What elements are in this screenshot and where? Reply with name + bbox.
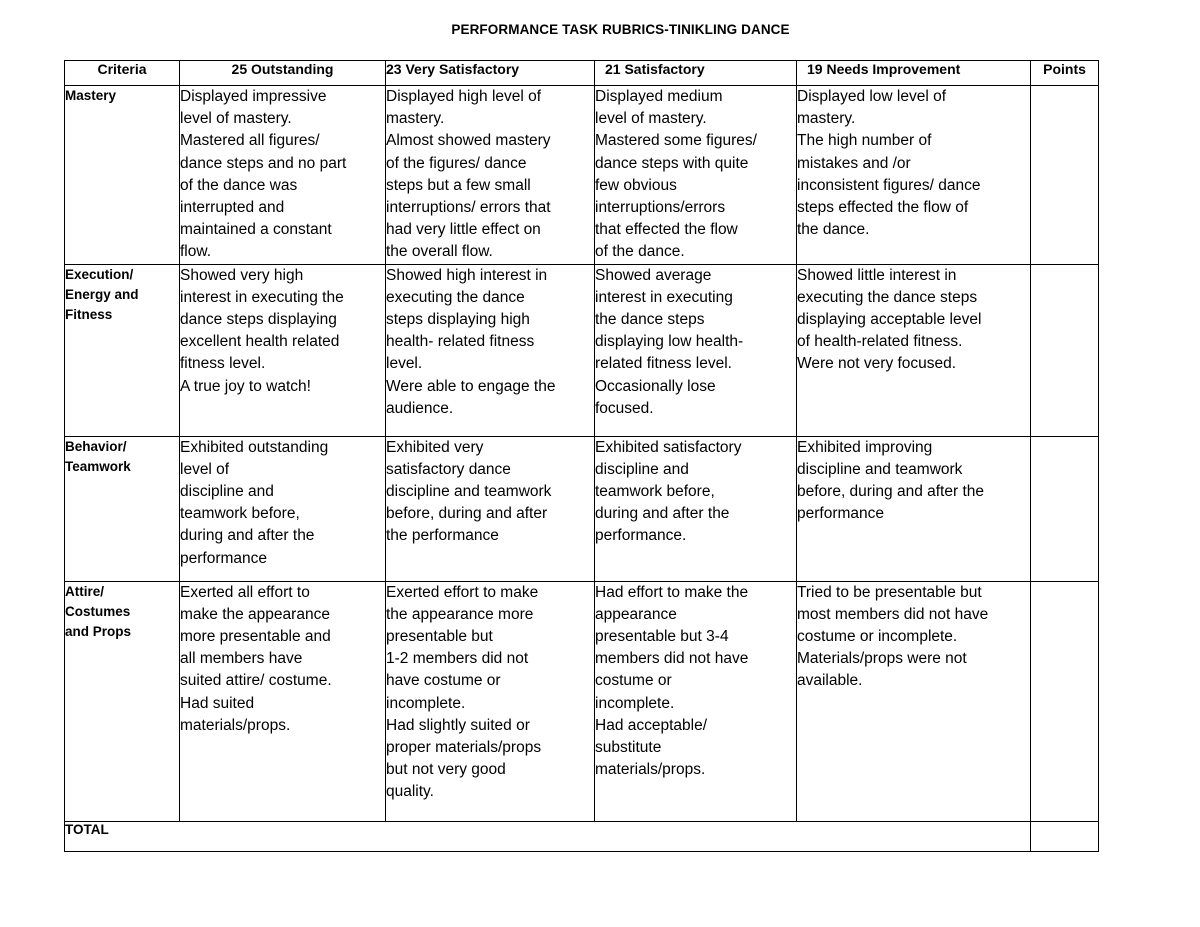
criteria-cell	[65, 436, 180, 581]
description-line: Exhibited satisfactory	[595, 438, 742, 456]
description-line: steps displaying high	[386, 311, 530, 329]
points-cell[interactable]	[1031, 581, 1099, 821]
description-line: the dance steps	[595, 311, 705, 329]
description-line: maintained a constant	[180, 221, 332, 239]
description-line: interrupted and	[180, 199, 285, 217]
description-line: level of mastery.	[180, 110, 292, 128]
criteria-label-line: Teamwork	[65, 458, 131, 474]
description-line: The high number of	[797, 132, 932, 150]
description-line: level of mastery.	[595, 110, 707, 128]
description-line: Showed little interest in	[797, 266, 957, 284]
description-line: mastery.	[797, 110, 856, 128]
description-line: mistakes and /or	[797, 154, 911, 172]
description-line: that effected the flow	[595, 221, 738, 239]
description-line: displaying low health-	[595, 333, 744, 351]
description-line: but not very good	[386, 761, 506, 779]
total-points-cell[interactable]	[1031, 821, 1099, 851]
description-line: Almost showed mastery	[386, 132, 551, 150]
description-line: incomplete.	[595, 694, 675, 712]
description-line: interruptions/ errors that	[386, 199, 551, 217]
description-line: before, during and after the	[797, 483, 984, 501]
description-line: Materials/props were not	[797, 650, 967, 668]
description-line: dance steps with quite	[595, 154, 749, 172]
total-row	[65, 821, 1099, 851]
description-line: displaying acceptable level	[797, 311, 982, 329]
criteria-cell	[65, 86, 180, 265]
cell-outstanding	[180, 86, 386, 265]
description-line: performance.	[595, 527, 687, 545]
description-line: proper materials/props	[386, 739, 542, 757]
cell-very-satisfactory	[386, 86, 595, 265]
description-line: had very little effect on	[386, 221, 541, 239]
cell-satisfactory	[595, 581, 797, 821]
description-line: teamwork before,	[180, 505, 300, 523]
description-line: during and after the	[180, 527, 315, 545]
description-line: discipline and	[595, 460, 689, 478]
description-line: related fitness level.	[595, 355, 732, 373]
description-line: discipline and teamwork	[386, 483, 552, 501]
points-cell[interactable]	[1031, 264, 1099, 436]
criteria-cell	[65, 581, 180, 821]
rubric-table	[64, 60, 1099, 852]
description-line: incomplete.	[386, 694, 466, 712]
description-line: quality.	[386, 783, 434, 801]
description-line: interest in executing the	[180, 288, 344, 306]
description-line: discipline and teamwork	[797, 460, 963, 478]
cell-satisfactory	[595, 86, 797, 265]
description-line: costume or	[595, 672, 672, 690]
description-line: fitness level.	[180, 355, 266, 373]
cell-outstanding	[180, 436, 386, 581]
header-very-satisfactory: 23 Very Satisfactory	[386, 61, 595, 86]
description-line: of the dance was	[180, 176, 298, 194]
description-line: Tried to be presentable but	[797, 583, 982, 601]
cell-needs-improvement	[797, 264, 1031, 436]
description-line: focused.	[595, 399, 654, 417]
description-line: Had slightly suited or	[386, 716, 530, 734]
description-line: dance steps displaying	[180, 311, 337, 329]
row-attire	[65, 581, 1099, 821]
description-line: satisfactory dance	[386, 460, 511, 478]
description-line: interest in executing	[595, 288, 733, 306]
description-line: Displayed high level of	[386, 88, 542, 105]
description-line: executing the dance steps	[797, 288, 978, 306]
points-cell[interactable]	[1031, 436, 1099, 581]
description-line: Showed average	[595, 266, 712, 284]
description-line: Exhibited improving	[797, 438, 933, 456]
cell-needs-improvement	[797, 581, 1031, 821]
description-line: health- related fitness	[386, 333, 535, 351]
description-line: A true joy to watch!	[180, 377, 311, 395]
description-line: all members have	[180, 650, 303, 668]
cell-very-satisfactory	[386, 436, 595, 581]
description-line: Exhibited outstanding	[180, 438, 329, 456]
description-line: teamwork before,	[595, 483, 715, 501]
description-line: mastery.	[386, 110, 445, 128]
description-line: materials/props.	[180, 716, 291, 734]
description-line: Exerted all effort to	[180, 583, 310, 601]
description-line: suited attire/ costume.	[180, 672, 332, 690]
row-execution	[65, 264, 1099, 436]
description-line: Had effort to make the	[595, 583, 749, 601]
description-line: 1-2 members did not	[386, 650, 529, 668]
criteria-cell	[65, 264, 180, 436]
description-line: more presentable and	[180, 628, 331, 646]
description-line: the performance	[386, 527, 499, 545]
header-criteria: Criteria	[65, 61, 180, 86]
description-line: audience.	[386, 399, 454, 417]
description-line: the appearance more	[386, 605, 534, 623]
criteria-label-line: Mastery	[65, 88, 117, 103]
cell-needs-improvement	[797, 86, 1031, 265]
description-line: of health-related fitness.	[797, 333, 963, 351]
criteria-label-line: Attire/	[65, 583, 105, 599]
description-line: performance	[797, 505, 885, 523]
points-cell[interactable]	[1031, 86, 1099, 265]
cell-satisfactory	[595, 264, 797, 436]
document-title: PERFORMANCE TASK RUBRICS-TINIKLING DANCE	[451, 22, 790, 37]
description-line: materials/props.	[595, 761, 706, 779]
description-line: Exerted effort to make	[386, 583, 539, 601]
description-line: presentable but	[386, 628, 493, 646]
description-line: Had acceptable/	[595, 716, 708, 734]
description-line: level.	[386, 355, 423, 373]
header-row	[65, 61, 1099, 86]
description-line: most members did not have	[797, 605, 989, 623]
criteria-label-line: Behavior/	[65, 438, 127, 454]
description-line: discipline and	[180, 483, 274, 501]
description-line: of the dance.	[595, 243, 685, 261]
cell-satisfactory	[595, 436, 797, 581]
total-label: TOTAL	[65, 821, 1031, 851]
description-line: substitute	[595, 739, 662, 757]
description-line: presentable but 3-4	[595, 628, 729, 646]
row-mastery	[65, 86, 1099, 265]
description-line: steps effected the flow of	[797, 199, 969, 217]
description-line: before, during and after	[386, 505, 548, 523]
description-line: make the appearance	[180, 605, 330, 623]
criteria-label-line: Costumes	[65, 603, 131, 619]
description-line: inconsistent figures/ dance	[797, 176, 981, 194]
description-line: during and after the	[595, 505, 730, 523]
cell-very-satisfactory	[386, 581, 595, 821]
description-line: Exhibited very	[386, 438, 484, 456]
description-line: Were not very focused.	[797, 355, 957, 373]
criteria-label-line: Execution/	[65, 266, 134, 282]
row-behavior	[65, 436, 1099, 581]
cell-needs-improvement	[797, 436, 1031, 581]
header-needs-improvement: 19 Needs Improvement	[797, 61, 1031, 86]
description-line: performance	[180, 549, 268, 567]
description-line: available.	[797, 672, 863, 690]
description-line: Displayed impressive	[180, 88, 327, 105]
description-line: few obvious	[595, 176, 677, 194]
description-line: excellent health related	[180, 333, 340, 351]
description-line: dance steps and no part	[180, 154, 347, 172]
header-satisfactory: 21 Satisfactory	[595, 61, 797, 86]
description-line: Displayed medium	[595, 88, 723, 105]
description-line: Were able to engage the	[386, 377, 556, 395]
description-line: of the figures/ dance	[386, 154, 527, 172]
description-line: costume or incomplete.	[797, 628, 958, 646]
description-line: Mastered all figures/	[180, 132, 320, 150]
description-line: executing the dance	[386, 288, 525, 306]
cell-outstanding	[180, 581, 386, 821]
criteria-label-line: and Props	[65, 623, 132, 639]
description-line: have costume or	[386, 672, 501, 690]
description-line: Showed very high	[180, 266, 304, 284]
description-line: Mastered some figures/	[595, 132, 757, 150]
cell-very-satisfactory	[386, 264, 595, 436]
criteria-label-line: Energy and	[65, 286, 139, 302]
cell-outstanding	[180, 264, 386, 436]
description-line: level of	[180, 460, 230, 478]
description-line: Occasionally lose	[595, 377, 716, 395]
description-line: Had suited	[180, 694, 255, 712]
description-line: members did not have	[595, 650, 749, 668]
header-points: Points	[1031, 61, 1099, 86]
description-line: steps but a few small	[386, 176, 531, 194]
description-line: Showed high interest in	[386, 266, 548, 284]
description-line: appearance	[595, 605, 677, 623]
description-line: the dance.	[797, 221, 870, 239]
description-line: interruptions/errors	[595, 199, 726, 217]
description-line: flow.	[180, 243, 212, 261]
criteria-label-line: Fitness	[65, 306, 113, 322]
header-outstanding: 25 Outstanding	[180, 61, 386, 86]
description-line: the overall flow.	[386, 243, 493, 261]
description-line: Displayed low level of	[797, 88, 947, 105]
